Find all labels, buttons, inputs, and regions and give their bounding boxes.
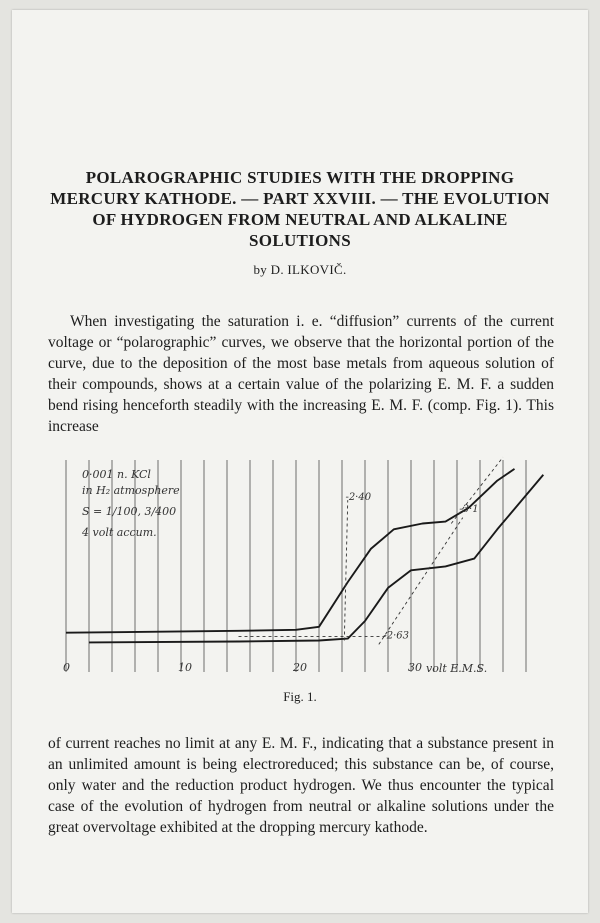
tangent-line bbox=[344, 500, 347, 640]
figure-1 bbox=[56, 452, 546, 684]
figure-caption: Fig. 1. bbox=[283, 689, 317, 704]
x-tick-label: 30 bbox=[408, 661, 422, 674]
paragraph-continued: of current reaches no limit at any E. M. F., indicating that a substance present in an unlimited amount is being electroreduced; this substance can be, of course, only water and the reduction product hydrogen. We thus encounter the typical case of the evolution of hydrogen from neutral or alkaline solutions under the great overvoltage exhibited at the dropping mercury kathode. bbox=[48, 735, 554, 836]
author-line: by D. ILKOVIČ. bbox=[253, 262, 347, 277]
tangent-line bbox=[379, 518, 463, 645]
x-axis-label: volt E.M.S. bbox=[426, 662, 488, 675]
potential-annotation: -3·1 bbox=[459, 503, 479, 515]
annotation-block bbox=[81, 468, 180, 539]
series-line bbox=[89, 475, 543, 643]
x-tick-label: 10 bbox=[178, 661, 192, 674]
potential-annotation: -2·40 bbox=[345, 492, 372, 504]
annotation-line: 0·001 n. KCl bbox=[82, 468, 151, 481]
potential-annotation: -2·63 bbox=[383, 630, 410, 642]
paragraph-intro: When investigating the saturation i. e. “diffusion” currents of the current voltage or “polarographic” curves, we observe that the horizontal portion of the curve, due to the deposition of the most base metals from aqueous solution of their compounds, shows at a certain value of the polarizing E. M. F. a sudden bend rising henceforth steadily with the increasing E. M. F. (comp. Fig. 1). This increase bbox=[48, 313, 554, 435]
annotation-line: in H₂ atmosphere bbox=[82, 484, 180, 497]
paper-title: POLAROGRAPHIC STUDIES WITH THE DROPPING MERCURY KATHODE. — PART XXVIII. — THE EVOLUTION OF HYDROGEN FROM NEUTRAL AND ALKALINE SOLUTIONS bbox=[50, 168, 550, 250]
polarogram-chart bbox=[56, 452, 546, 684]
annotation-line: S = 1/100, 3/400 bbox=[82, 505, 177, 518]
x-tick-labels bbox=[63, 661, 422, 674]
x-tick-label: 0 bbox=[63, 661, 70, 674]
x-tick-label: 20 bbox=[293, 661, 307, 674]
annotation-line: 4 volt accum. bbox=[82, 526, 157, 539]
